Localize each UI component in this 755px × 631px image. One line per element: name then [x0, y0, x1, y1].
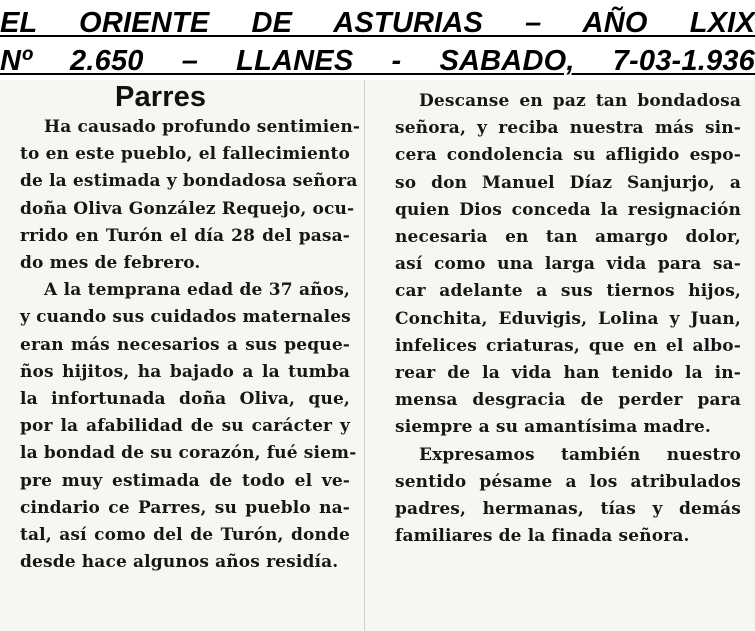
article-paragraph	[20, 277, 357, 576]
article-line: ños hijitos, ha bajado a la tumba	[20, 361, 350, 382]
article-line: cera condolencia su afligido espo-	[395, 145, 741, 166]
article-line: so don Manuel Díaz Sanjurjo, a	[395, 172, 741, 193]
header-title-line: EL ORIENTE DE ASTURIAS – AÑO LXIX	[0, 7, 755, 39]
article-line: quien Dios conceda la resignación	[395, 199, 741, 220]
article-line: la bondad de su corazón, fué siem-	[20, 443, 357, 464]
article-line: rrido en Turón el día 28 del pasa-	[20, 225, 350, 246]
article-line: la infortunada doña Oliva, que,	[20, 389, 350, 410]
article-line: necesaria en tan amargo dolor,	[395, 227, 741, 248]
left-column	[20, 80, 361, 576]
article-paragraph	[20, 114, 361, 277]
article-paragraph	[395, 88, 741, 442]
right-column	[395, 88, 741, 550]
article-title: Parres	[115, 81, 207, 113]
newspaper-header	[0, 4, 755, 80]
article-line: A la temprana edad de 37 años,	[44, 280, 350, 301]
article-line: siempre a su amantísima madre.	[395, 417, 711, 438]
article-line: to en este pueblo, el fallecimiento	[20, 144, 350, 165]
article-line: padres, hermanas, tías y demás	[395, 499, 741, 520]
article-line: por la afabilidad de su carácter y	[20, 416, 350, 437]
article-paragraph	[395, 442, 741, 551]
right-column-body	[395, 88, 741, 550]
article-line: cindario ce Parres, su pueblo na-	[20, 497, 350, 518]
article-line: car adelante a sus tiernos hijos,	[395, 281, 741, 302]
column-divider	[364, 80, 365, 631]
article-line: Ha causado profundo sentimien-	[44, 117, 361, 137]
article-line: Descanse en paz tan bondadosa	[419, 91, 741, 111]
article-line: sentido pésame a los atribulados	[395, 471, 741, 492]
article-line: Conchita, Eduvigis, Lolina y Juan,	[395, 308, 741, 329]
article-line: rear de la vida han tenido la in-	[395, 363, 741, 384]
article-line: de la estimada y bondadosa señora	[20, 171, 358, 192]
article-line: desde hace algunos años residía.	[20, 552, 339, 573]
article-line: tal, así como del de Turón, donde	[20, 525, 350, 546]
article-line: mensa desgracia de perder para	[395, 390, 741, 411]
article-line: familiares de la finada señora.	[395, 526, 690, 547]
newspaper-clipping	[0, 80, 755, 631]
article-line: infelices criaturas, que en el albo-	[395, 335, 741, 356]
left-column-body	[20, 114, 361, 576]
article-line: señora, y reciba nuestra más sin-	[395, 118, 741, 139]
article-line: pre muy estimada de todo el ve-	[20, 470, 350, 491]
article-line: y cuando sus cuidados maternales	[20, 307, 351, 328]
article-line: Expresamos también nuestro	[419, 444, 741, 465]
article-line: así como una larga vida para sa-	[395, 254, 741, 275]
article-line: do mes de febrero.	[20, 253, 201, 274]
header-issue-line: Nº 2.650 – LLANES - SABADO, 7-03-1.936	[0, 45, 755, 77]
article-line: eran más necesarios a sus peque-	[20, 334, 350, 355]
article-line: doña Oliva González Requejo, ocu-	[20, 198, 355, 219]
